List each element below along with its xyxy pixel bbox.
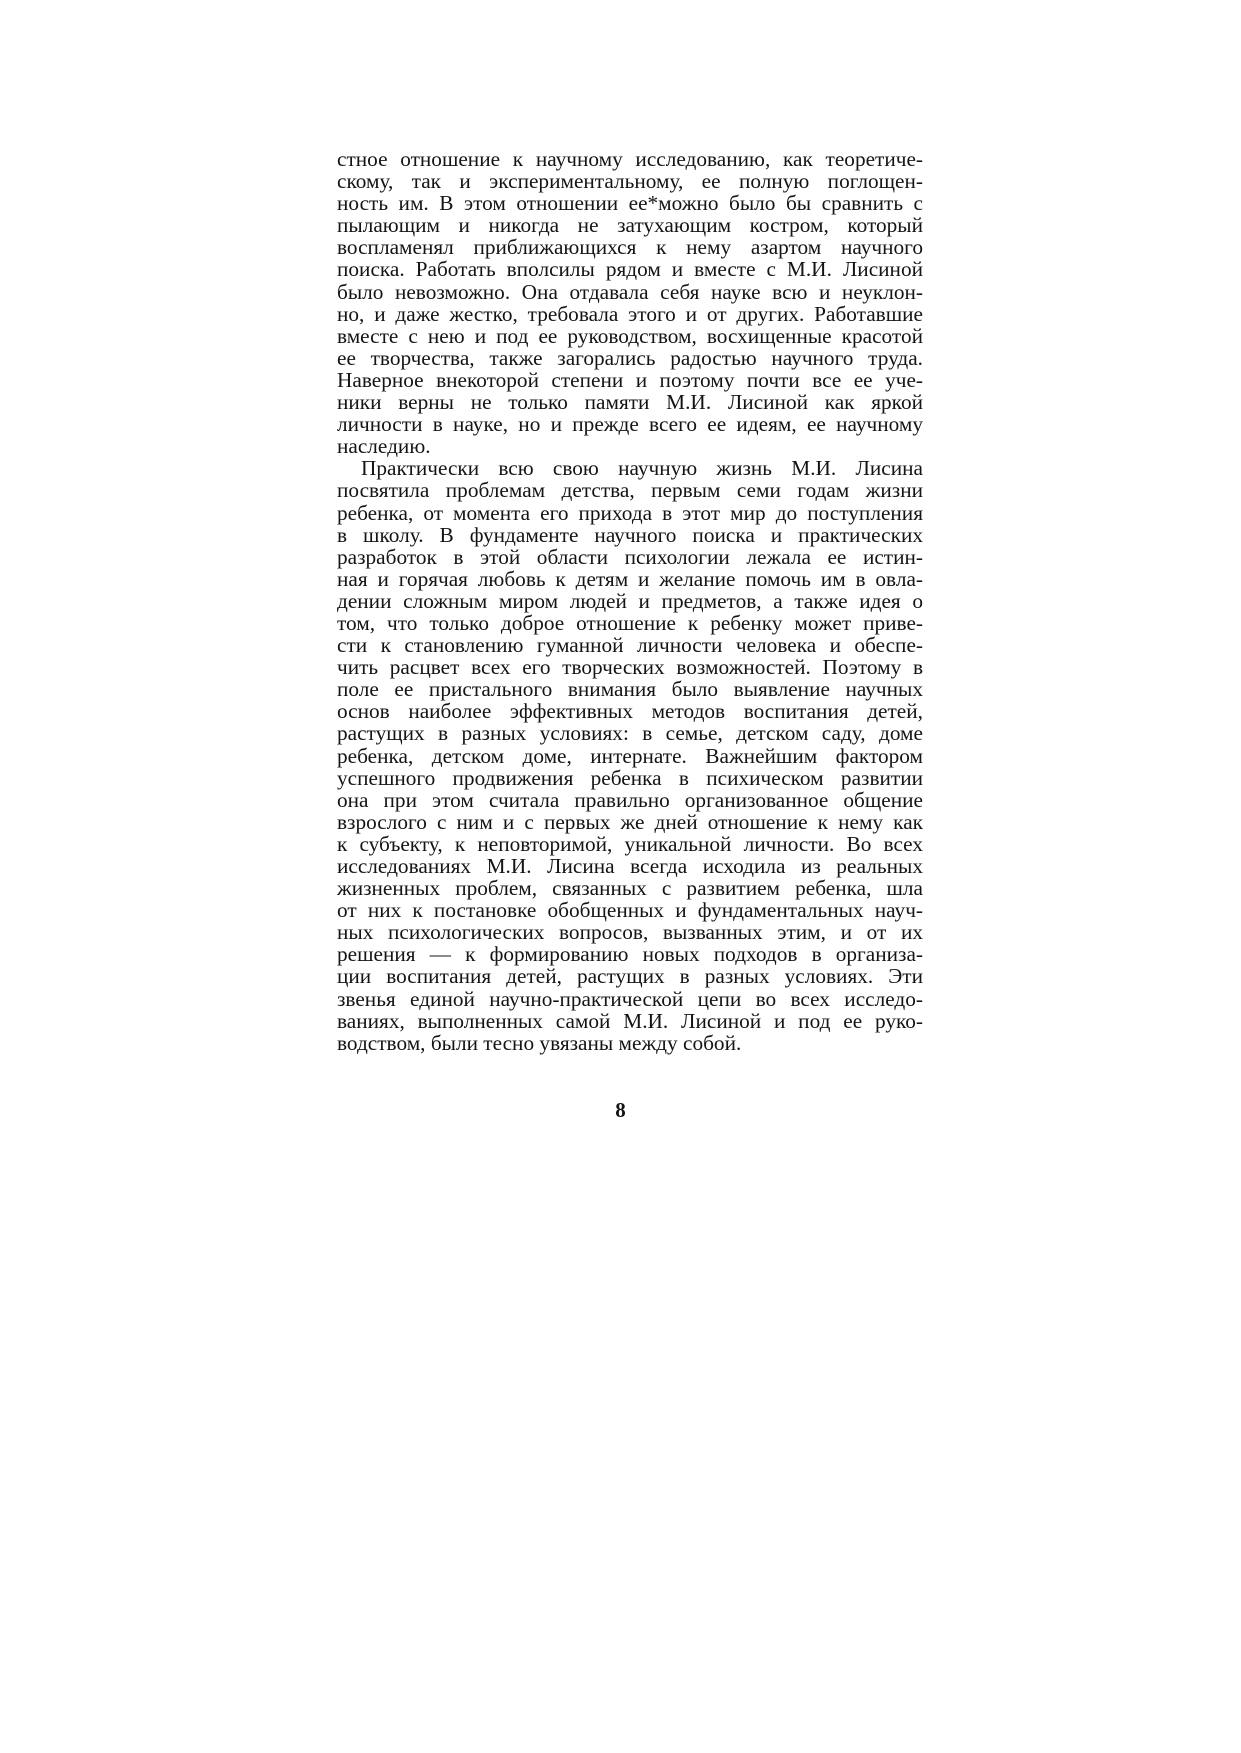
text-line: ная и горячая любовь к детям и желание помочь им в овла- bbox=[337, 566, 923, 591]
text-line: наследию. bbox=[337, 434, 431, 459]
text-line: стное отношение к научному исследованию, как теоретиче- bbox=[337, 147, 923, 171]
text-line: но, и даже жестко, требовала этого и от других. Работавшие bbox=[337, 301, 923, 326]
text-line: поиска. Работать вполсилы рядом и вместе с М.И. Лисиной bbox=[337, 257, 923, 282]
text-line: исследованиях М.И. Лисина всегда исходила из реальных bbox=[337, 854, 923, 878]
text-line: водством, были тесно увязаны между собой. bbox=[337, 1030, 742, 1055]
body-text bbox=[337, 148, 923, 1054]
text-line: к субъекту, к неповторимой, уникальной личности. Во всех bbox=[337, 831, 923, 856]
text-line: Практически всю свою научную жизнь М.И. Лисина bbox=[361, 456, 923, 481]
text-line: личности в науке, но и прежде всего ее идеям, ее научному bbox=[337, 412, 923, 437]
text-line: разработок в этой области психологии лежала ее истин- bbox=[337, 544, 923, 569]
text-line: ники верны не только памяти М.И. Лисиной как яркой bbox=[337, 390, 923, 415]
text-line: том, что только доброе отношение к ребенку может приве- bbox=[337, 610, 923, 635]
text-line: было невозможно. Она отдавала себя науке всю и неуклон- bbox=[337, 279, 923, 304]
text-line: ребенка, детском доме, интернате. Важнейшим фактором bbox=[337, 743, 923, 768]
text-line: сти к становлению гуманной личности человека и обеспе- bbox=[337, 633, 923, 658]
paragraph bbox=[337, 148, 923, 457]
text-line: пылающим и никогда не затухающим костром, который bbox=[337, 213, 923, 238]
text-line: ребенка, от момента его прихода в этот мир до поступления bbox=[337, 500, 923, 525]
text-line: ваниях, выполненных самой М.И. Лисиной и под ее руко- bbox=[337, 1008, 923, 1033]
text-line: решения — к формированию новых подходов в организа- bbox=[337, 942, 923, 967]
text-line: Наверное внекоторой степени и поэтому почти все ее уче- bbox=[337, 367, 923, 392]
paragraph bbox=[337, 457, 923, 1054]
text-line: звенья единой научно-практической цепи во всех исследо- bbox=[337, 986, 923, 1011]
text-line: основ наиболее эффективных методов воспитания детей, bbox=[337, 699, 923, 724]
text-line: от них к постановке обобщенных и фундаментальных науч- bbox=[337, 898, 923, 923]
text-line: ность им. В этом отношении ее*можно было бы сравнить с bbox=[337, 191, 923, 216]
text-line: скому, так и экспериментальному, ее полную поглощен- bbox=[337, 169, 923, 194]
text-line: взрослого с ним и с первых же дней отношение к нему как bbox=[337, 809, 923, 834]
page-number: 8 bbox=[615, 1098, 626, 1122]
text-line: дении сложным миром людей и предметов, а также идея о bbox=[337, 588, 923, 613]
text-line: ее творчества, также загорались радостью научного труда. bbox=[337, 345, 923, 370]
text-line: в школу. В фундаменте научного поиска и практических bbox=[337, 522, 923, 547]
text-line: растущих в разных условиях: в семье, детском саду, доме bbox=[337, 721, 923, 746]
text-line: воспламенял приближающихся к нему азартом научного bbox=[337, 235, 923, 260]
text-line: ных психологических вопросов, вызванных этим, и от их bbox=[337, 920, 923, 945]
text-line: она при этом считала правильно организованное общение bbox=[337, 787, 923, 812]
text-line: успешного продвижения ребенка в психическом развитии bbox=[337, 765, 923, 790]
text-line: поле ее пристального внимания было выявление научных bbox=[337, 677, 923, 702]
text-line: ции воспитания детей, растущих в разных условиях. Эти bbox=[337, 964, 923, 989]
text-line: чить расцвет всех его творческих возможностей. Поэтому в bbox=[337, 655, 923, 680]
text-line: посвятила проблемам детства, первым семи годам жизни bbox=[337, 478, 923, 503]
text-line: жизненных проблем, связанных с развитием ребенка, шла bbox=[337, 876, 923, 901]
text-line: вместе с нею и под ее руководством, восхищенные красотой bbox=[337, 323, 923, 348]
